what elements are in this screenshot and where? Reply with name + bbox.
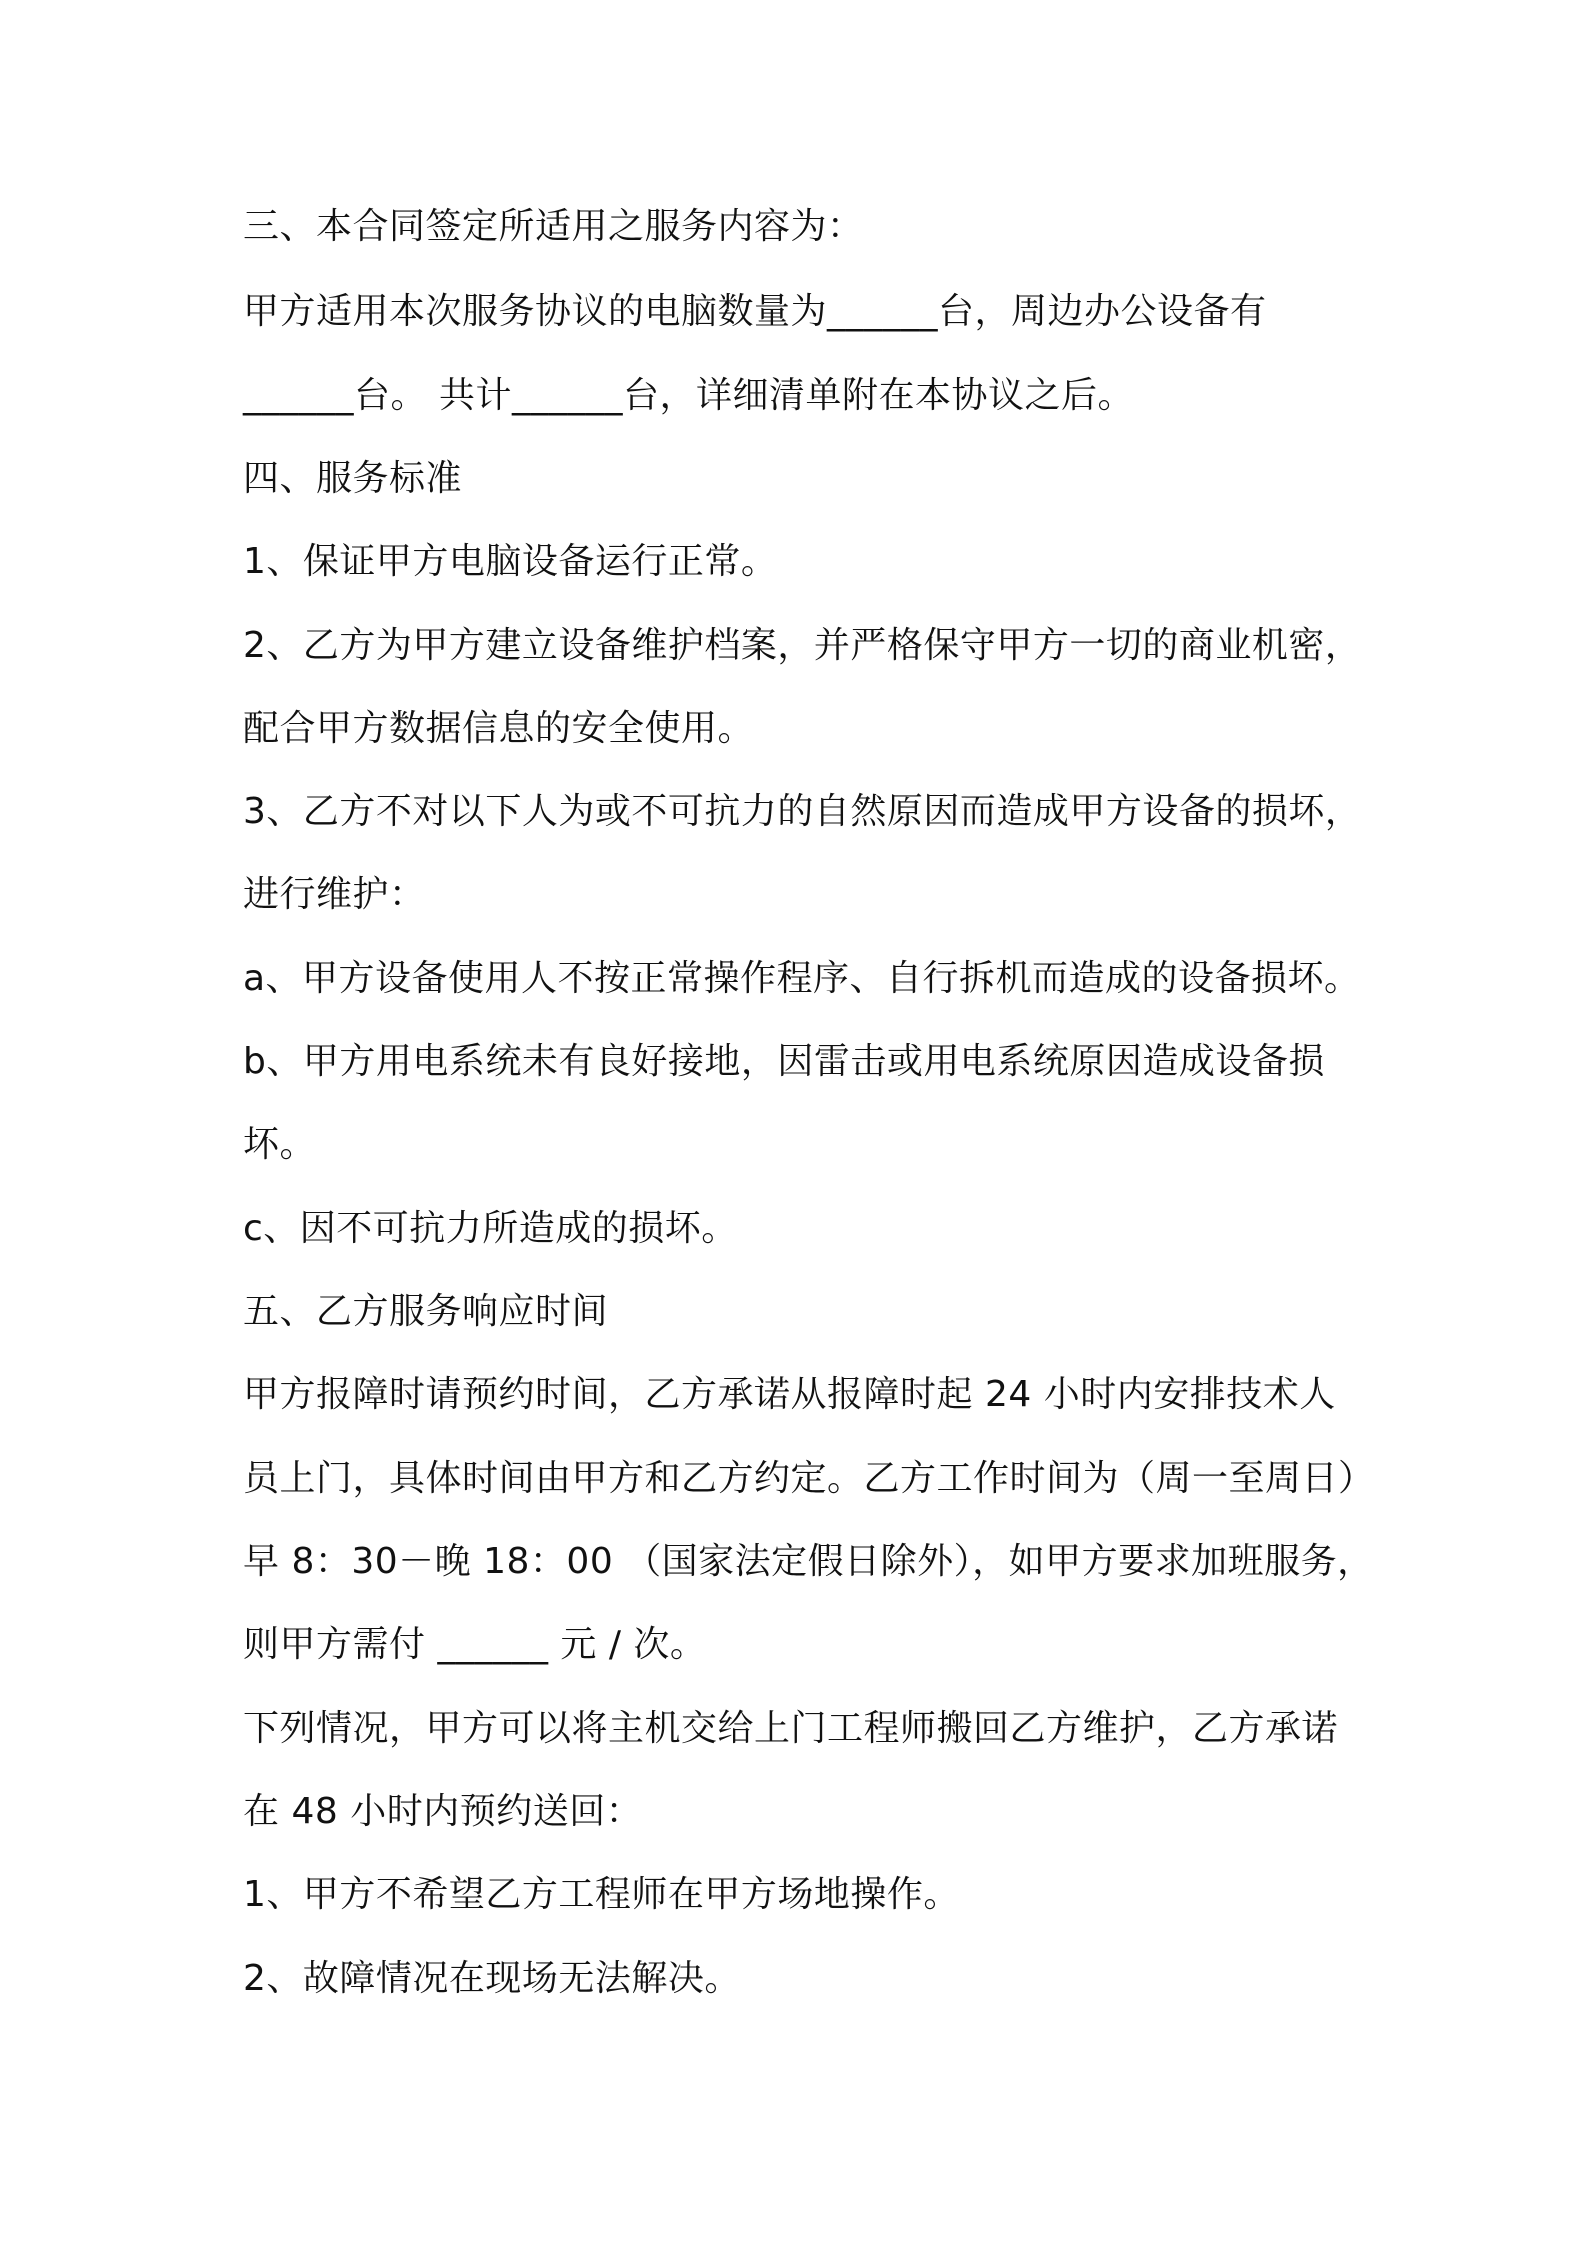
paragraph-line: 甲方适用本次服务协议的电脑数量为______台，周边办公设备有 <box>243 291 1267 332</box>
paragraph-line: 配合甲方数据信息的安全使用。 <box>243 708 755 749</box>
paragraph-line: 下列情况，甲方可以将主机交给上门工程师搬回乙方维护，乙方承诺 <box>243 1708 1339 1749</box>
paragraph-line: 则甲方需付 ______ 元 / 次。 <box>243 1624 707 1665</box>
paragraph-line: 早 8：30－晚 18：00 （国家法定假日除外），如甲方要求加班服务， <box>243 1541 1374 1582</box>
list-item: 2、故障情况在现场无法解决。 <box>243 1958 741 1999</box>
paragraph-line: 员上门，具体时间由甲方和乙方约定。乙方工作时间为（周一至周日） <box>243 1458 1375 1499</box>
paragraph-line: 甲方报障时请预约时间，乙方承诺从报障时起 24 小时内安排技术人 <box>243 1374 1336 1415</box>
paragraph-line: 坏。 <box>243 1124 317 1165</box>
list-item: 2、乙方为甲方建立设备维护档案，并严格保守甲方一切的商业机密， <box>243 625 1362 666</box>
paragraph-line: 在 48 小时内预约送回： <box>243 1791 643 1832</box>
paragraph-line: 进行维护： <box>243 874 426 915</box>
section-three-heading: 三、本合同签定所适用之服务内容为： <box>243 206 864 247</box>
list-item: c、因不可抗力所造成的损坏。 <box>243 1208 738 1249</box>
list-item: 3、乙方不对以下人为或不可抗力的自然原因而造成甲方设备的损坏， <box>243 791 1362 832</box>
section-five-heading: 五、乙方服务响应时间 <box>243 1291 609 1332</box>
paragraph-line: ______台。 共计______台，详细清单附在本协议之后。 <box>243 375 1134 416</box>
list-item: b、甲方用电系统未有良好接地，因雷击或用电系统原因造成设备损 <box>243 1041 1325 1082</box>
list-item: 1、甲方不希望乙方工程师在甲方场地操作。 <box>243 1874 960 1915</box>
list-item: a、甲方设备使用人不按正常操作程序、自行拆机而造成的设备损坏。 <box>243 958 1361 999</box>
section-four-heading: 四、服务标准 <box>243 458 463 499</box>
list-item: 1、保证甲方电脑设备运行正常。 <box>243 541 778 582</box>
